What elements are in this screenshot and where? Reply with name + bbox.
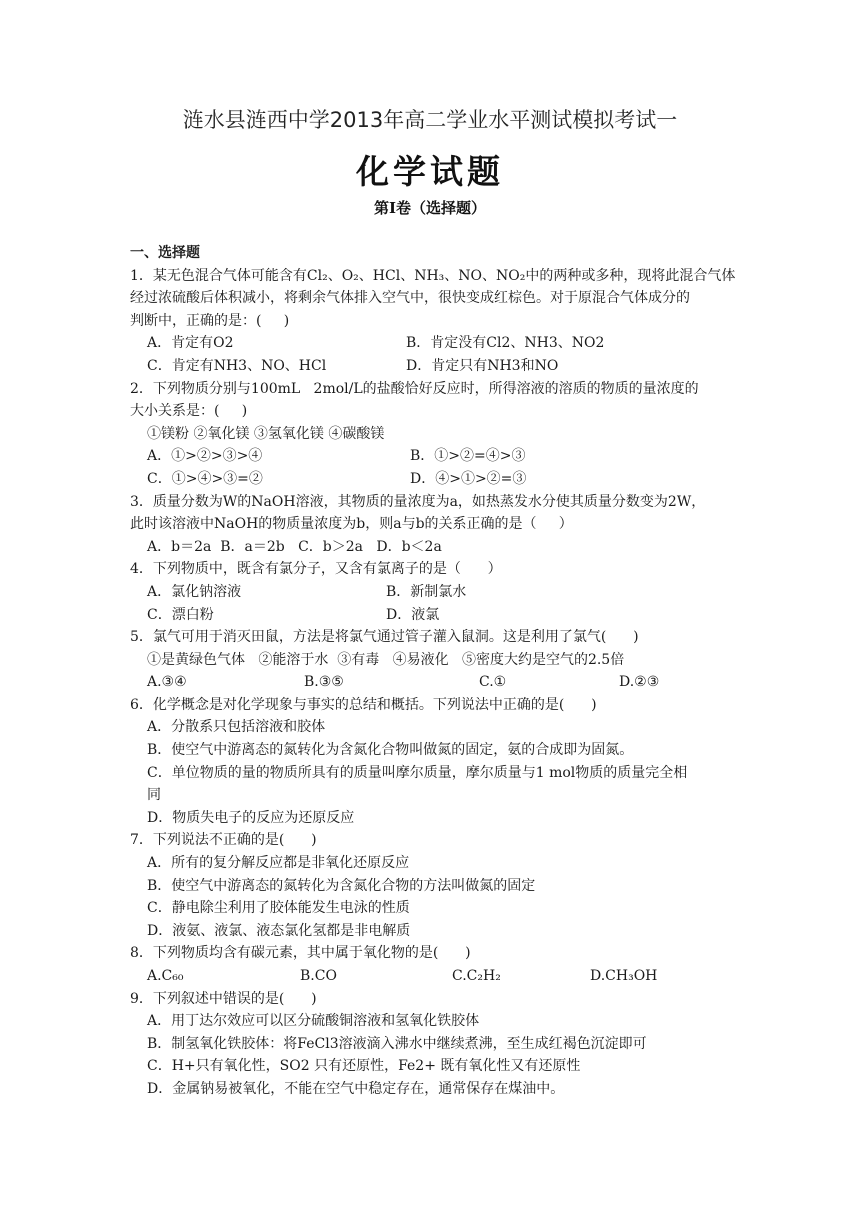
q4-option-c: C．漂白粉 [147, 606, 214, 623]
q2-substance-list: ①镁粉 ②氧化镁 ③氢氧化镁 ④碳酸镁 [147, 425, 385, 442]
q6-option-c-line-1: C．单位物质的量的物质所具有的质量叫摩尔质量，摩尔质量与1 mol物质的质量完全相 [147, 764, 688, 781]
q2-option-c: C．①>④>③=② [147, 470, 263, 487]
q5-option-d: D.②③ [619, 674, 660, 691]
q1-stem-line-2: 经过浓硫酸后体积减小，将剩余气体排入空气中，很快变成红棕色。对于原混合气体成分的 [130, 290, 690, 307]
q2-stem-line-2: 大小关系是：( ) [130, 403, 248, 420]
q4-option-d: D．液氯 [386, 606, 440, 623]
q1-option-d: D．肯定只有NH3和NO [406, 357, 559, 374]
q2-option-d: D．④>①>②=③ [410, 470, 527, 487]
q2-stem-line-1: 2．下列物质分别与100mL 2mol/L的盐酸恰好反应时，所得溶液的溶质的物质的量浓度的 [130, 380, 699, 397]
q6-option-d: D．物质失电子的反应为还原反应 [147, 809, 355, 826]
q3-options: A．b＝2a B．a＝2b C．b＞2a D．b＜2a [147, 538, 442, 555]
q5-option-c: C.① [479, 674, 507, 691]
q4-option-a: A．氯化钠溶液 [147, 583, 242, 600]
q8-option-a: A.C₆₀ [147, 968, 184, 984]
q1-option-a: A．肯定有O2 [147, 335, 234, 352]
q2-options-row-2 [130, 468, 750, 491]
q8-option-c: C.C₂H₂ [452, 968, 501, 984]
q1-option-c: C．肯定有NH3、NO、HCl [147, 357, 327, 374]
q5-property-list: ①是黄绿色气体 ②能溶于水 ③有毒 ④易液化 ⑤密度大约是空气的2.5倍 [147, 651, 625, 668]
q2-options-row-1 [130, 445, 750, 468]
q1-options-row-1 [130, 332, 750, 355]
q4-options-row-2 [130, 604, 750, 627]
school-heading: 涟水县涟西中学2013年高二学业水平测试模拟考试一 [182, 108, 678, 132]
q4-option-b: B．新制氯水 [386, 583, 467, 600]
q8-option-b: B.CO [300, 968, 337, 984]
q9-option-b: B．制氢氧化铁胶体：将FeCl3溶液滴入沸水中继续煮沸，至生成红褐色沉淀即可 [147, 1035, 647, 1052]
q5-option-a: A.③④ [147, 674, 187, 691]
q9-stem: 9．下列叙述中错误的是( ) [130, 990, 317, 1007]
q5-stem: 5．氯气可用于消灭田鼠，方法是将氯气通过管子灌入鼠洞。这是利用了氯气( ) [130, 629, 639, 646]
q8-options-row [130, 965, 750, 988]
q1-stem-line-1: 1．某无色混合气体可能含有Cl₂、O₂、HCl、NH₃、NO、NO₂中的两种或多种，现将此混合气体 [130, 267, 736, 284]
section-heading: 一、选择题 [130, 245, 200, 261]
q1-options-row-2 [130, 355, 750, 378]
q8-option-d: D.CH₃OH [590, 968, 658, 984]
q6-option-c-line-2: 同 [147, 787, 161, 804]
q3-stem-line-2: 此时该溶液中NaOH的物质量浓度为b，则a与b的关系正确的是（ ） [130, 516, 573, 533]
q9-option-a: A．用丁达尔效应可以区分硫酸铜溶液和氢氧化铁胶体 [147, 1013, 480, 1030]
q9-option-c: C．H+只有氧化性，SO2 只有还原性，Fe2+ 既有氧化性又有还原性 [147, 1058, 581, 1075]
q7-option-c: C．静电除尘利用了胶体能发生电泳的性质 [147, 900, 410, 917]
q7-stem: 7．下列说法不正确的是( ) [130, 832, 317, 849]
q7-option-d: D．液氨、液氯、液态氯化氢都是非电解质 [147, 922, 411, 939]
q4-options-row-1 [130, 581, 750, 604]
q1-stem-line-3: 判断中，正确的是：( ) [130, 312, 290, 329]
q6-stem: 6．化学概念是对化学现象与事实的总结和概括。下列说法中正确的是( ) [130, 696, 597, 713]
q8-stem: 8．下列物质均含有碳元素，其中属于氧化物的是( ) [130, 945, 471, 962]
q5-options-row [130, 671, 750, 694]
q5-option-b: B.③⑤ [304, 674, 344, 691]
q7-option-b: B．使空气中游离态的氮转化为含氮化合物的方法叫做氮的固定 [147, 877, 536, 894]
question-list [130, 242, 750, 1101]
page-title: 化学试题 [356, 152, 504, 191]
q3-stem-line-1: 3．质量分数为W的NaOH溶液，其物质的量浓度为a，如热蒸发水分使其质量分数变为2W， [130, 493, 706, 510]
q9-option-d: D．金属钠易被氧化，不能在空气中稳定存在，通常保存在煤油中。 [147, 1080, 565, 1097]
q6-option-a: A．分散系只包括溶液和胶体 [147, 719, 326, 736]
q2-option-b: B．①>②=④>③ [410, 448, 526, 465]
q1-option-b: B．肯定没有Cl2、NH3、NO2 [406, 335, 605, 352]
part-heading: 第Ⅰ卷（选择题） [373, 199, 487, 217]
q6-option-b: B．使空气中游离态的氮转化为含氮化合物叫做氮的固定，氨的合成即为固氮。 [147, 742, 634, 759]
q2-option-a: A．①>②>③>④ [147, 448, 263, 465]
q7-option-a: A．所有的复分解反应都是非氧化还原反应 [147, 855, 410, 872]
q4-stem: 4．下列物质中，既含有氯分子，又含有氯离子的是（ ） [130, 561, 502, 578]
